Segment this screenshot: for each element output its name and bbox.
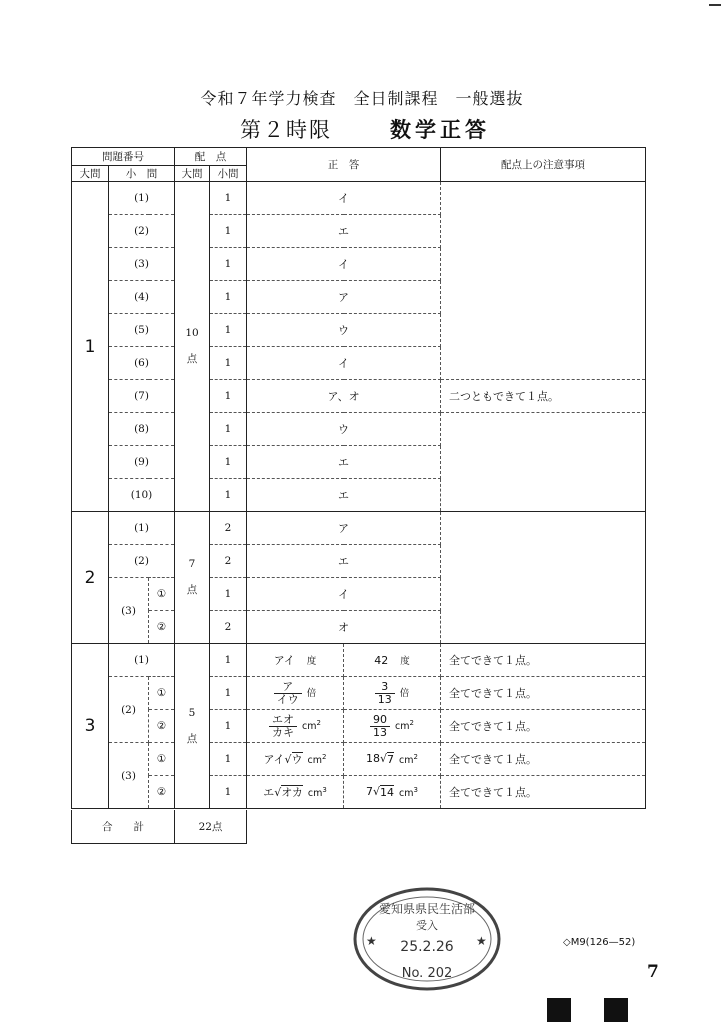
section-2-number: 2 <box>72 512 109 644</box>
s2-q: (2) <box>109 545 175 578</box>
s3-key: アイ 度 <box>247 644 344 677</box>
s2-answer: オ <box>247 611 441 644</box>
s2-answer: ア <box>247 512 441 545</box>
s2-total-points: 7 点 <box>175 512 210 644</box>
s1-answer: ア、オ <box>247 380 441 413</box>
s3-key: エ√オカ $cm^3$ <box>247 776 344 809</box>
s1-total-points: 10 点 <box>175 182 210 512</box>
s1-q: (5) <box>109 314 175 347</box>
s3-key: アイ√ウ $cm^2$ <box>247 743 344 776</box>
total-label: 合 計 <box>72 810 175 843</box>
s1-q: (3) <box>109 248 175 281</box>
s2-note-blank <box>441 512 646 644</box>
s1-answer: イ <box>247 248 441 281</box>
s1-answer: エ <box>247 479 441 512</box>
s3-sub: ② <box>149 776 175 809</box>
registration-mark <box>604 998 628 1022</box>
s3-value: 7√14 $cm^3$ <box>344 776 441 809</box>
s1-pts: 1 <box>210 215 247 248</box>
s2-answer: イ <box>247 578 441 611</box>
subject-label: 数学正答 <box>390 117 490 142</box>
s3-key: $\frac{\text{ア}}{\text{イウ}}$ 倍 <box>247 677 344 710</box>
period-label: 第２時限 <box>240 118 332 142</box>
s1-q: (6) <box>109 347 175 380</box>
s1-answer: ア <box>247 281 441 314</box>
s2-sub: ① <box>149 578 175 611</box>
s1-pts: 1 <box>210 347 247 380</box>
s1-q: (1) <box>109 182 175 215</box>
s3-value: 18√7 $cm^2$ <box>344 743 441 776</box>
s1-note-blank <box>441 182 646 380</box>
corner-mark <box>709 4 721 6</box>
s2-q: (1) <box>109 512 175 545</box>
s3-value: 42 度 <box>344 644 441 677</box>
s1-note-blank <box>441 413 646 512</box>
s1-note: 二つともできて１点。 <box>441 380 646 413</box>
s1-q: (10) <box>109 479 175 512</box>
s2-answer: エ <box>247 545 441 578</box>
header-small-q: 小 問 <box>109 166 175 182</box>
s3-sub: ① <box>149 677 175 710</box>
s3-note: 全てできて１点。 <box>441 710 646 743</box>
s1-q: (4) <box>109 281 175 314</box>
s3-note: 全てできて１点。 <box>441 677 646 710</box>
s3-q: (1) <box>109 644 175 677</box>
s3-note: 全てできて１点。 <box>441 644 646 677</box>
s3-pts: 1 <box>210 743 247 776</box>
total-table <box>71 810 247 844</box>
s1-q: (7) <box>109 380 175 413</box>
s1-pts: 1 <box>210 413 247 446</box>
header-points: 配 点 <box>175 148 247 166</box>
answer-table <box>71 147 646 809</box>
s1-answer: イ <box>247 347 441 380</box>
s1-answer: イ <box>247 182 441 215</box>
form-code: ◇M9(126—52) <box>563 937 636 948</box>
s3-pts: 1 <box>210 644 247 677</box>
header-notes: 配点上の注意事項 <box>501 159 586 171</box>
s3-sub: ① <box>149 743 175 776</box>
s1-answer: エ <box>247 446 441 479</box>
stamp-org: 愛知県県民生活部 <box>378 902 476 916</box>
section-1-number: 1 <box>72 182 109 512</box>
s1-q: (2) <box>109 215 175 248</box>
stamp-recv: 受入 <box>416 919 438 932</box>
s3-sub: ② <box>149 710 175 743</box>
s2-sub: ② <box>149 611 175 644</box>
stamp-no: No. 202 <box>401 966 453 981</box>
receipt-stamp <box>352 885 502 993</box>
registration-mark <box>547 998 571 1022</box>
s3-pts: 1 <box>210 710 247 743</box>
s1-pts: 1 <box>210 380 247 413</box>
s1-q: (9) <box>109 446 175 479</box>
star-icon: ★ <box>366 934 377 948</box>
s3-q: (2) <box>109 677 149 743</box>
page-number: 7 <box>647 962 659 982</box>
s1-answer: ウ <box>247 314 441 347</box>
header-answer: 正 答 <box>247 148 441 182</box>
s1-pts: 1 <box>210 182 247 215</box>
s3-pts: 1 <box>210 776 247 809</box>
s1-pts: 1 <box>210 479 247 512</box>
total-value: 22点 <box>198 820 223 833</box>
s3-total-points: 5 点 <box>175 644 210 809</box>
s3-value: $\frac{90}{13}$ $cm^2$ <box>344 710 441 743</box>
s1-pts: 1 <box>210 314 247 347</box>
s1-answer: ウ <box>247 413 441 446</box>
section-3-number: 3 <box>72 644 109 809</box>
stamp-date: 25.2.26 <box>400 939 454 955</box>
s2-pts: 2 <box>210 545 247 578</box>
s2-q: (3) <box>109 578 149 644</box>
s3-pts: 1 <box>210 677 247 710</box>
s3-q: (3) <box>109 743 149 809</box>
s3-key: $\frac{\text{エオ}}{\text{カキ}}$ $cm^2$ <box>247 710 344 743</box>
header-large-q: 大問 <box>72 166 109 182</box>
s1-pts: 1 <box>210 248 247 281</box>
s2-pts: 1 <box>210 578 247 611</box>
s2-pts: 2 <box>210 512 247 545</box>
s1-q: (8) <box>109 413 175 446</box>
s1-pts: 1 <box>210 281 247 314</box>
s2-pts: 2 <box>210 611 247 644</box>
s3-value: $\frac{3}{13}$ 倍 <box>344 677 441 710</box>
header-small-pts: 小問 <box>210 166 247 182</box>
s1-answer: エ <box>247 215 441 248</box>
s3-note: 全てできて１点。 <box>441 776 646 809</box>
s1-pts: 1 <box>210 446 247 479</box>
header-problem-number: 問題番号 <box>72 148 175 166</box>
s3-note: 全てできて１点。 <box>441 743 646 776</box>
star-icon: ★ <box>476 934 487 948</box>
exam-title: 令和７年学力検査 全日制課程 一般選抜 <box>200 89 524 108</box>
header-large-pts: 大問 <box>175 166 210 182</box>
